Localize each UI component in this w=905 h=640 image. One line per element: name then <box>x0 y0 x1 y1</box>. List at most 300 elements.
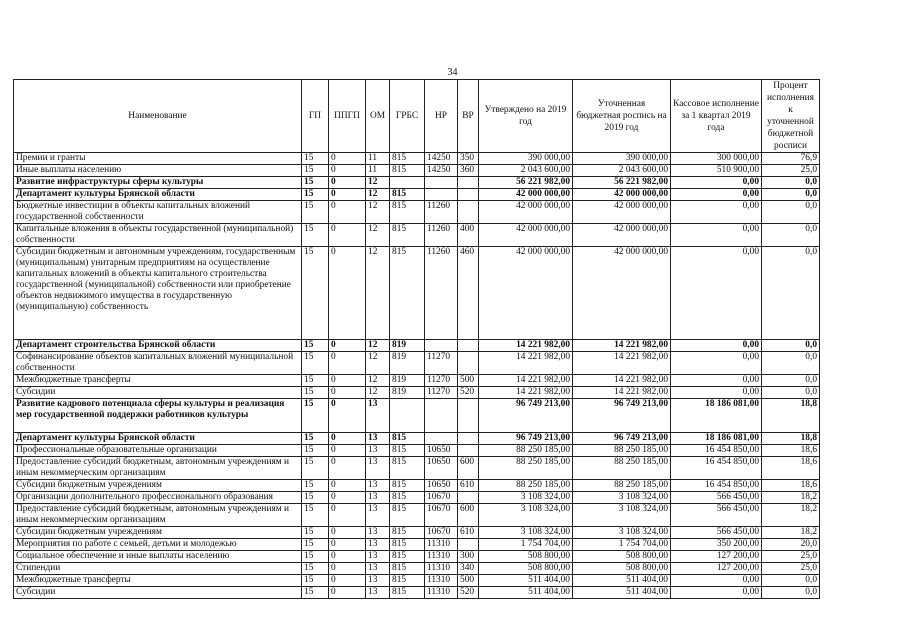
gp-cell: 15 <box>302 189 329 201</box>
name-cell: Капитальные вложения в объекты государственной (муниципальной) собственности <box>14 224 302 247</box>
cash-cell: 0,00 <box>671 189 762 201</box>
percent-cell: 76,9 <box>762 153 820 165</box>
name-cell: Субсидии бюджетным учреждениям <box>14 480 302 492</box>
percent-cell: 0,0 <box>762 375 820 387</box>
approved-cell: 511 404,00 <box>479 587 573 599</box>
refined-cell: 3 108 324,00 <box>573 527 671 539</box>
vr-cell <box>458 399 479 433</box>
ppgp-cell: 0 <box>329 563 366 575</box>
cash-cell: 0,00 <box>671 587 762 599</box>
percent-cell: 0,0 <box>762 352 820 375</box>
np-cell <box>425 189 458 201</box>
table-row <box>14 575 820 587</box>
name-cell: Иные выплаты населению <box>14 165 302 177</box>
vr-cell: 300 <box>458 551 479 563</box>
np-cell: 11310 <box>425 539 458 551</box>
vr-cell: 500 <box>458 375 479 387</box>
cash-cell: 0,00 <box>671 387 762 399</box>
gp-cell: 15 <box>302 433 329 445</box>
np-cell: 11260 <box>425 224 458 247</box>
np-cell: 10670 <box>425 504 458 527</box>
percent-cell: 0,0 <box>762 340 820 352</box>
table-row <box>14 340 820 352</box>
ppgp-cell: 0 <box>329 352 366 375</box>
table-row <box>14 563 820 575</box>
approved-cell: 42 000 000,00 <box>479 224 573 247</box>
refined-cell: 511 404,00 <box>573 587 671 599</box>
vr-cell: 360 <box>458 165 479 177</box>
ppgp-cell: 0 <box>329 189 366 201</box>
percent-cell: 18,6 <box>762 445 820 457</box>
ppgp-cell: 0 <box>329 492 366 504</box>
name-cell: Предоставление субсидий бюджетным, автономным учреждениям и иным некоммерческим организациям <box>14 457 302 480</box>
grbs-cell: 819 <box>390 387 425 399</box>
refined-cell: 14 221 982,00 <box>573 352 671 375</box>
om-cell: 12 <box>366 201 390 224</box>
refined-cell: 508 800,00 <box>573 563 671 575</box>
approved-cell: 14 221 982,00 <box>479 375 573 387</box>
approved-cell: 3 108 324,00 <box>479 504 573 527</box>
refined-cell: 42 000 000,00 <box>573 201 671 224</box>
ppgp-cell: 0 <box>329 375 366 387</box>
vr-cell: 350 <box>458 153 479 165</box>
approved-cell: 508 800,00 <box>479 563 573 575</box>
vr-cell: 340 <box>458 563 479 575</box>
om-cell: 13 <box>366 575 390 587</box>
approved-cell: 56 221 982,00 <box>479 177 573 189</box>
np-cell: 11310 <box>425 563 458 575</box>
grbs-cell: 815 <box>390 445 425 457</box>
om-cell: 13 <box>366 399 390 433</box>
percent-cell: 18,8 <box>762 433 820 445</box>
cash-cell: 16 454 850,00 <box>671 445 762 457</box>
table-row <box>14 504 820 527</box>
np-cell: 10650 <box>425 480 458 492</box>
ppgp-cell: 0 <box>329 457 366 480</box>
table-row <box>14 399 820 433</box>
vr-cell <box>458 539 479 551</box>
cash-cell: 566 450,00 <box>671 527 762 539</box>
refined-cell: 96 749 213,00 <box>573 433 671 445</box>
vr-cell: 520 <box>458 387 479 399</box>
vr-cell <box>458 433 479 445</box>
table-row <box>14 445 820 457</box>
approved-cell: 3 108 324,00 <box>479 527 573 539</box>
grbs-cell: 819 <box>390 352 425 375</box>
name-cell: Департамент строительства Брянской области <box>14 340 302 352</box>
ppgp-cell: 0 <box>329 247 366 340</box>
refined-cell: 88 250 185,00 <box>573 457 671 480</box>
percent-cell: 0,0 <box>762 201 820 224</box>
vr-cell <box>458 340 479 352</box>
percent-cell: 25,0 <box>762 563 820 575</box>
om-cell: 12 <box>366 224 390 247</box>
refined-cell: 1 754 704,00 <box>573 539 671 551</box>
approved-cell: 88 250 185,00 <box>479 457 573 480</box>
header-grbs: ГРБС <box>390 80 425 153</box>
percent-cell: 0,0 <box>762 575 820 587</box>
grbs-cell: 815 <box>390 563 425 575</box>
name-cell: Социальное обеспечение и иные выплаты населению <box>14 551 302 563</box>
om-cell: 12 <box>366 247 390 340</box>
np-cell: 10650 <box>425 445 458 457</box>
table-row <box>14 480 820 492</box>
grbs-cell: 815 <box>390 201 425 224</box>
approved-cell: 96 749 213,00 <box>479 399 573 433</box>
gp-cell: 15 <box>302 247 329 340</box>
header-approved: Утверждено на 2019 год <box>479 80 573 153</box>
om-cell: 12 <box>366 375 390 387</box>
refined-cell: 96 749 213,00 <box>573 399 671 433</box>
ppgp-cell: 0 <box>329 224 366 247</box>
cash-cell: 0,00 <box>671 177 762 189</box>
refined-cell: 511 404,00 <box>573 575 671 587</box>
refined-cell: 88 250 185,00 <box>573 480 671 492</box>
cash-cell: 0,00 <box>671 247 762 340</box>
approved-cell: 508 800,00 <box>479 551 573 563</box>
percent-cell: 0,0 <box>762 587 820 599</box>
table-row <box>14 177 820 189</box>
table-body <box>14 153 820 599</box>
header-refined: Уточненная бюджетная роспись на 2019 год <box>573 80 671 153</box>
name-cell: Стипендии <box>14 563 302 575</box>
refined-cell: 42 000 000,00 <box>573 189 671 201</box>
ppgp-cell: 0 <box>329 480 366 492</box>
np-cell <box>425 399 458 433</box>
om-cell: 13 <box>366 433 390 445</box>
om-cell: 13 <box>366 587 390 599</box>
gp-cell: 15 <box>302 201 329 224</box>
gp-cell: 15 <box>302 539 329 551</box>
cash-cell: 0,00 <box>671 340 762 352</box>
gp-cell: 15 <box>302 224 329 247</box>
vr-cell: 600 <box>458 457 479 480</box>
cash-cell: 300 000,00 <box>671 153 762 165</box>
np-cell <box>425 433 458 445</box>
header-om: ОМ <box>366 80 390 153</box>
percent-cell: 18,6 <box>762 480 820 492</box>
table-row <box>14 189 820 201</box>
cash-cell: 16 454 850,00 <box>671 480 762 492</box>
header-np: НР <box>425 80 458 153</box>
gp-cell: 15 <box>302 165 329 177</box>
gp-cell: 15 <box>302 399 329 433</box>
percent-cell: 18,2 <box>762 527 820 539</box>
grbs-cell: 815 <box>390 504 425 527</box>
refined-cell: 390 000,00 <box>573 153 671 165</box>
cash-cell: 0,00 <box>671 375 762 387</box>
ppgp-cell: 0 <box>329 539 366 551</box>
gp-cell: 15 <box>302 153 329 165</box>
percent-cell: 25,0 <box>762 165 820 177</box>
ppgp-cell: 0 <box>329 587 366 599</box>
table-row <box>14 587 820 599</box>
approved-cell: 88 250 185,00 <box>479 480 573 492</box>
table-row <box>14 492 820 504</box>
vr-cell: 500 <box>458 575 479 587</box>
vr-cell: 610 <box>458 527 479 539</box>
grbs-cell: 815 <box>390 492 425 504</box>
om-cell: 13 <box>366 563 390 575</box>
grbs-cell: 815 <box>390 165 425 177</box>
om-cell: 13 <box>366 539 390 551</box>
ppgp-cell: 0 <box>329 575 366 587</box>
refined-cell: 14 221 982,00 <box>573 375 671 387</box>
om-cell: 12 <box>366 189 390 201</box>
table-row <box>14 433 820 445</box>
refined-cell: 3 108 324,00 <box>573 492 671 504</box>
refined-cell: 14 221 982,00 <box>573 340 671 352</box>
np-cell: 14250 <box>425 153 458 165</box>
name-cell: Субсидии <box>14 387 302 399</box>
om-cell: 12 <box>366 387 390 399</box>
np-cell: 11270 <box>425 375 458 387</box>
ppgp-cell: 0 <box>329 387 366 399</box>
grbs-cell: 815 <box>390 189 425 201</box>
percent-cell: 0,0 <box>762 177 820 189</box>
table-row <box>14 539 820 551</box>
gp-cell: 15 <box>302 504 329 527</box>
vr-cell <box>458 189 479 201</box>
name-cell: Субсидии бюджетным и автономным учреждениям, государственным (муниципальным) унитарным предприятиям на осуществление капитальных вложений в объекты капитального строительства государственной (муниципальной) собственности или приобретение объектов недвижимого имущества в государственную (муниципальную) собственность <box>14 247 302 340</box>
name-cell: Департамент культуры Брянской области <box>14 189 302 201</box>
approved-cell: 14 221 982,00 <box>479 340 573 352</box>
approved-cell: 88 250 185,00 <box>479 445 573 457</box>
np-cell: 10650 <box>425 457 458 480</box>
name-cell: Организации дополнительного профессионального образования <box>14 492 302 504</box>
table-row <box>14 224 820 247</box>
ppgp-cell: 0 <box>329 527 366 539</box>
gp-cell: 15 <box>302 375 329 387</box>
ppgp-cell: 0 <box>329 177 366 189</box>
grbs-cell: 815 <box>390 539 425 551</box>
refined-cell: 3 108 324,00 <box>573 504 671 527</box>
cash-cell: 16 454 850,00 <box>671 457 762 480</box>
name-cell: Бюджетные инвестиции в объекты капитальных вложений государственной собственности <box>14 201 302 224</box>
vr-cell <box>458 445 479 457</box>
cash-cell: 0,00 <box>671 201 762 224</box>
approved-cell: 14 221 982,00 <box>479 387 573 399</box>
grbs-cell: 819 <box>390 375 425 387</box>
header-name: Наименование <box>14 80 302 153</box>
gp-cell: 15 <box>302 445 329 457</box>
refined-cell: 88 250 185,00 <box>573 445 671 457</box>
table-row <box>14 527 820 539</box>
grbs-cell: 815 <box>390 224 425 247</box>
name-cell: Межбюджетные трансферты <box>14 375 302 387</box>
gp-cell: 15 <box>302 387 329 399</box>
gp-cell: 15 <box>302 177 329 189</box>
percent-cell: 18,6 <box>762 457 820 480</box>
grbs-cell: 815 <box>390 433 425 445</box>
cash-cell: 510 900,00 <box>671 165 762 177</box>
approved-cell: 511 404,00 <box>479 575 573 587</box>
grbs-cell: 815 <box>390 247 425 340</box>
table-row <box>14 551 820 563</box>
np-cell: 11310 <box>425 551 458 563</box>
table-row <box>14 387 820 399</box>
om-cell: 13 <box>366 551 390 563</box>
grbs-cell: 815 <box>390 527 425 539</box>
gp-cell: 15 <box>302 492 329 504</box>
grbs-cell: 815 <box>390 575 425 587</box>
refined-cell: 42 000 000,00 <box>573 224 671 247</box>
header-gp: ГП <box>302 80 329 153</box>
name-cell: Субсидии <box>14 587 302 599</box>
table-row <box>14 153 820 165</box>
gp-cell: 15 <box>302 480 329 492</box>
vr-cell: 610 <box>458 480 479 492</box>
grbs-cell: 815 <box>390 551 425 563</box>
om-cell: 11 <box>366 165 390 177</box>
percent-cell: 18,8 <box>762 399 820 433</box>
grbs-cell: 819 <box>390 340 425 352</box>
name-cell: Мероприятия по работе с семьей, детьми и молодежью <box>14 539 302 551</box>
om-cell: 11 <box>366 153 390 165</box>
np-cell: 11260 <box>425 247 458 340</box>
gp-cell: 15 <box>302 563 329 575</box>
gp-cell: 15 <box>302 551 329 563</box>
vr-cell <box>458 177 479 189</box>
name-cell: Субсидии бюджетным учреждениям <box>14 527 302 539</box>
np-cell: 14250 <box>425 165 458 177</box>
vr-cell <box>458 492 479 504</box>
cash-cell: 18 186 081,00 <box>671 433 762 445</box>
np-cell <box>425 340 458 352</box>
budget-table <box>13 79 820 599</box>
ppgp-cell: 0 <box>329 399 366 433</box>
percent-cell: 20,0 <box>762 539 820 551</box>
np-cell: 10670 <box>425 492 458 504</box>
grbs-cell <box>390 177 425 189</box>
cash-cell: 350 200,00 <box>671 539 762 551</box>
cash-cell: 0,00 <box>671 575 762 587</box>
approved-cell: 14 221 982,00 <box>479 352 573 375</box>
grbs-cell <box>390 399 425 433</box>
table-row <box>14 165 820 177</box>
percent-cell: 0,0 <box>762 224 820 247</box>
om-cell: 13 <box>366 527 390 539</box>
gp-cell: 15 <box>302 340 329 352</box>
refined-cell: 56 221 982,00 <box>573 177 671 189</box>
percent-cell: 0,0 <box>762 387 820 399</box>
name-cell: Профессиональные образовательные организации <box>14 445 302 457</box>
grbs-cell: 815 <box>390 153 425 165</box>
percent-cell: 18,2 <box>762 492 820 504</box>
grbs-cell: 815 <box>390 457 425 480</box>
om-cell: 13 <box>366 504 390 527</box>
refined-cell: 42 000 000,00 <box>573 247 671 340</box>
ppgp-cell: 0 <box>329 504 366 527</box>
ppgp-cell: 0 <box>329 551 366 563</box>
om-cell: 12 <box>366 352 390 375</box>
np-cell: 11260 <box>425 201 458 224</box>
approved-cell: 96 749 213,00 <box>479 433 573 445</box>
gp-cell: 15 <box>302 587 329 599</box>
grbs-cell: 815 <box>390 587 425 599</box>
cash-cell: 127 200,00 <box>671 551 762 563</box>
name-cell: Предоставление субсидий бюджетным, автономным учреждениям и иным некоммерческим организациям <box>14 504 302 527</box>
cash-cell: 566 450,00 <box>671 504 762 527</box>
gp-cell: 15 <box>302 457 329 480</box>
table-row <box>14 201 820 224</box>
np-cell: 11310 <box>425 575 458 587</box>
vr-cell: 400 <box>458 224 479 247</box>
cash-cell: 566 450,00 <box>671 492 762 504</box>
refined-cell: 2 043 600,00 <box>573 165 671 177</box>
name-cell: Премии и гранты <box>14 153 302 165</box>
om-cell: 13 <box>366 445 390 457</box>
percent-cell: 25,0 <box>762 551 820 563</box>
cash-cell: 127 200,00 <box>671 563 762 575</box>
cash-cell: 0,00 <box>671 352 762 375</box>
np-cell: 10670 <box>425 527 458 539</box>
vr-cell: 600 <box>458 504 479 527</box>
np-cell: 11310 <box>425 587 458 599</box>
approved-cell: 42 000 000,00 <box>479 201 573 224</box>
table-row <box>14 352 820 375</box>
vr-cell: 520 <box>458 587 479 599</box>
np-cell: 11270 <box>425 387 458 399</box>
ppgp-cell: 0 <box>329 153 366 165</box>
gp-cell: 15 <box>302 352 329 375</box>
percent-cell: 0,0 <box>762 247 820 340</box>
refined-cell: 508 800,00 <box>573 551 671 563</box>
gp-cell: 15 <box>302 527 329 539</box>
vr-cell: 460 <box>458 247 479 340</box>
ppgp-cell: 0 <box>329 165 366 177</box>
approved-cell: 2 043 600,00 <box>479 165 573 177</box>
ppgp-cell: 0 <box>329 340 366 352</box>
approved-cell: 390 000,00 <box>479 153 573 165</box>
name-cell: Департамент культуры Брянской области <box>14 433 302 445</box>
om-cell: 12 <box>366 177 390 189</box>
header-cash: Кассовое исполнение за 1 квартал 2019 года <box>671 80 762 153</box>
table-row <box>14 375 820 387</box>
header-vr: ВР <box>458 80 479 153</box>
om-cell: 12 <box>366 340 390 352</box>
gp-cell: 15 <box>302 575 329 587</box>
name-cell: Развитие инфраструктуры сферы культуры <box>14 177 302 189</box>
approved-cell: 3 108 324,00 <box>479 492 573 504</box>
vr-cell <box>458 352 479 375</box>
om-cell: 13 <box>366 480 390 492</box>
vr-cell <box>458 201 479 224</box>
np-cell <box>425 177 458 189</box>
om-cell: 13 <box>366 492 390 504</box>
name-cell: Развитие кадрового потенциала сферы культуры и реализация мер государственной поддержки работников культуры <box>14 399 302 433</box>
cash-cell: 18 186 081,00 <box>671 399 762 433</box>
page-number: 34 <box>447 67 458 78</box>
ppgp-cell: 0 <box>329 445 366 457</box>
cash-cell: 0,00 <box>671 224 762 247</box>
header-percent: Процент исполнения к уточненной бюджетной росписи <box>762 80 820 153</box>
refined-cell: 14 221 982,00 <box>573 387 671 399</box>
percent-cell: 18,2 <box>762 504 820 527</box>
approved-cell: 42 000 000,00 <box>479 247 573 340</box>
om-cell: 13 <box>366 457 390 480</box>
name-cell: Межбюджетные трансферты <box>14 575 302 587</box>
table-row <box>14 457 820 480</box>
grbs-cell: 815 <box>390 480 425 492</box>
name-cell: Софинансирование объектов капитальных вложений муниципальной собственности <box>14 352 302 375</box>
np-cell: 11270 <box>425 352 458 375</box>
percent-cell: 0,0 <box>762 189 820 201</box>
approved-cell: 1 754 704,00 <box>479 539 573 551</box>
table-row <box>14 247 820 340</box>
ppgp-cell: 0 <box>329 433 366 445</box>
approved-cell: 42 000 000,00 <box>479 189 573 201</box>
